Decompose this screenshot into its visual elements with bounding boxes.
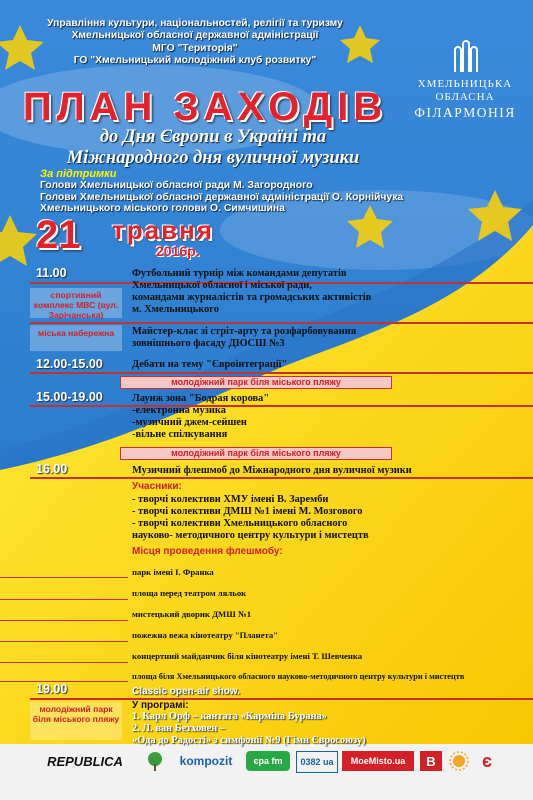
program-heading: У програмі: xyxy=(132,700,189,711)
date-month: травня xyxy=(112,215,214,245)
event-show-title: Classic open-air show. xyxy=(132,686,240,697)
flashmob-place: парк імені І. Франка xyxy=(132,567,214,577)
divider xyxy=(30,372,533,374)
participant: - творчі колективи Хмельницького обласного xyxy=(132,518,348,529)
event-text: -електронна музика xyxy=(132,405,226,416)
event-time: 11.00 xyxy=(36,266,67,280)
era-fm-logo: єра fm xyxy=(246,751,290,771)
event-text: Хмельницької обласної і міської ради, xyxy=(132,280,312,291)
kompozit-logo: kompozit xyxy=(179,754,233,768)
organizer-line: Управління культури, національностей, релігії та туризму xyxy=(47,18,343,29)
place-line xyxy=(0,577,128,578)
participants-heading: Учасники: xyxy=(132,481,182,492)
participant: науково- методичного центру культури і мистецтв xyxy=(132,530,369,541)
subtitle-line1: до Дня Європи в Україні та xyxy=(99,127,327,147)
program-list xyxy=(132,711,522,747)
event-text: зовнішнього фасаду ДЮСШ №3 xyxy=(132,338,285,349)
event-time: 16.00 xyxy=(36,462,68,476)
organizers xyxy=(30,18,360,68)
organizer-line: МГО "Територія" xyxy=(152,42,238,54)
event-venue: молодіжний парк біля міського пляжу xyxy=(32,704,120,725)
flashmob-place: площа перед театром ляльок xyxy=(132,588,247,598)
event-time: 15.00-19.00 xyxy=(36,390,103,404)
place-line xyxy=(0,599,128,600)
flashmob-place: пожежна вежа кінотеатру "Планета" xyxy=(132,630,279,640)
event-text: Лаунж зона "Бодрая корова" xyxy=(132,393,270,404)
event-text: -вільне спілкування xyxy=(132,429,228,440)
e-logo: є xyxy=(482,750,492,771)
participants-list xyxy=(132,494,512,542)
event-venue: спортивний комплекс МВС (вул. Зарічанська) xyxy=(33,290,119,321)
divider xyxy=(30,322,533,324)
logo-line3: ФІЛАРМОНІЯ xyxy=(414,105,516,120)
sun-logo xyxy=(448,751,470,771)
philharmonic-logo xyxy=(405,40,525,119)
flashmob-place: площа біля Хмельницького обласного науково-методичного центру культури і мистецтв xyxy=(132,672,465,681)
participant: - творчі колективи ДМШ №1 імені М. Мозгового xyxy=(132,506,363,517)
participant: - творчі колективи ХМУ імені В. Заремби xyxy=(132,494,329,505)
sun-icon xyxy=(449,751,469,771)
event-description xyxy=(132,268,512,316)
program-item: 1. Карл Орф – кантата «Карміна Бурана» xyxy=(132,711,327,722)
event-text: м. Хмельницького xyxy=(132,304,219,315)
organizer-line: ГО "Хмельницький молодіжний клуб розвитку" xyxy=(73,55,317,67)
place-line xyxy=(0,662,128,663)
support-line: Голови Хмельницької обласної державної адміністрації О. Корнійчука xyxy=(40,191,404,203)
event-description xyxy=(132,393,512,441)
program-item: 2. Л. ван Бетховен – xyxy=(132,723,226,734)
event-time: 12.00-15.00 xyxy=(36,357,103,371)
page-title: ПЛАН ЗАХОДІВ xyxy=(22,85,388,129)
support-line: Голови Хмельницької обласної ради М. Загородного xyxy=(40,180,313,191)
vsim-logo: В xyxy=(420,751,442,771)
program-item: «Ода до Радості» з симфонії №9 (Гімн Євросоюзу) xyxy=(132,735,366,746)
support-lines xyxy=(40,180,440,215)
date-day: 21 xyxy=(36,213,81,257)
event-text: Футбольний турнір між командами депутатів xyxy=(132,268,347,279)
event-time: 19.00 xyxy=(36,682,68,696)
event-description xyxy=(132,326,512,350)
flashmob-place: мистецький дворик ДМШ №1 xyxy=(132,609,252,619)
event-place: молодіжний парк біля міського пляжу xyxy=(120,447,392,460)
place-line xyxy=(0,620,128,621)
date-year: 2016р. xyxy=(156,243,200,259)
republica-logo: REPUBLICA xyxy=(47,753,123,769)
event-venue: міська набережна xyxy=(37,328,115,338)
sponsor-logos xyxy=(0,748,533,776)
organ-pipes-icon xyxy=(447,40,483,74)
support-heading: За підтримки xyxy=(40,168,117,180)
place-line xyxy=(0,641,128,642)
places-heading: Місця проведення флешмобу: xyxy=(132,546,283,557)
tree-logo xyxy=(140,751,170,771)
organizer-line: Хмельницької обласної державної адміністрації xyxy=(71,30,319,42)
event-description: Музичний флешмоб до Міжнародного дня вуличної музики xyxy=(132,465,412,476)
moemisto-logo: MoeMisto.ua xyxy=(342,751,414,771)
tree-icon xyxy=(144,750,166,772)
logo-line1: ХМЕЛЬНИЦЬКА xyxy=(417,78,513,90)
event-text: Майстер-клас зі стріт-арту та розфарбовування xyxy=(132,326,357,337)
flashmob-place: концертний майданчик біля кінотеатру імені Т. Шевченка xyxy=(132,651,363,661)
event-description xyxy=(132,359,512,371)
event-text: командами журналістів та громадських активістів xyxy=(132,292,372,303)
divider xyxy=(30,698,533,700)
logo-line2: ОБЛАСНА xyxy=(435,91,495,103)
subtitle-line2: Міжнародного дня вуличної музики xyxy=(66,148,360,168)
event-place: молодіжний парк біля міського пляжу xyxy=(120,376,392,389)
support-line: Хмельницького міського голови О. Симчишина xyxy=(40,203,285,214)
event-text: Дебати на тему "Євроінтеграції" xyxy=(132,359,288,370)
divider xyxy=(30,477,533,479)
event-text: -музичний джем-сейшен xyxy=(132,417,247,428)
0382-logo: 0382 ua xyxy=(296,751,338,773)
